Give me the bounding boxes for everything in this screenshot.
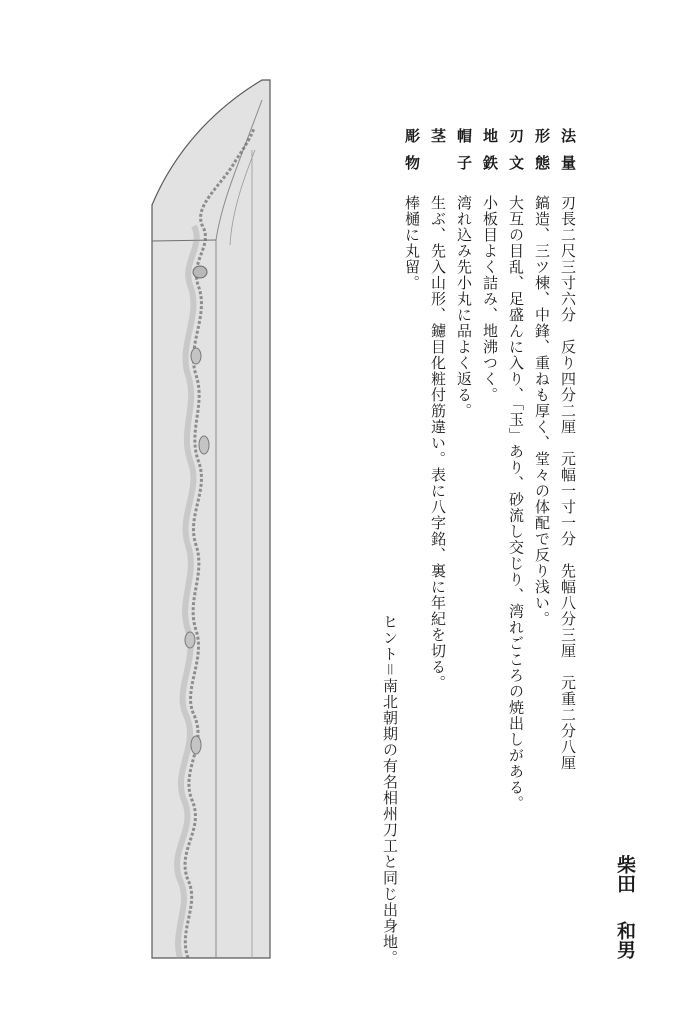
text-nakago: 生ぶ、先入山形、鑢目化粧付筋違い。表に八字銘、裏に年紀を切る。 <box>429 195 447 691</box>
label-hamon: 刃文 <box>507 128 525 182</box>
author-name <box>612 855 639 959</box>
author-given-name: 和男 <box>614 921 636 959</box>
text-boushi: 湾れ込み先小丸に品よく返る。 <box>455 195 473 419</box>
hint-text: ヒント＝南北朝期の有名相州刀工と同じ出身地。 <box>381 614 399 966</box>
label-jigane: 地鉄 <box>481 128 499 182</box>
label-houryou: 法量 <box>559 128 577 182</box>
label-nakago: 茎 <box>429 128 447 143</box>
label-boushi: 帽子 <box>455 128 473 182</box>
sword-blade-illustration <box>0 0 300 1024</box>
tama-feature <box>193 266 207 278</box>
author-family-name: 柴田 <box>614 855 636 893</box>
text-jigane: 小板目よく詰み、地沸つく。 <box>481 195 499 403</box>
text-houryou: 刃長二尺三寸六分 反り四分二厘 元幅一寸一分 先幅八分三厘 元重二分八厘 <box>559 195 577 771</box>
text-keitai: 鎬造、三ツ棟、中鋒、重ねも厚く、堂々の体配で反り浅い。 <box>533 195 551 627</box>
text-hamon: 大互の目乱、足盛んに入り、「玉」あり、砂流し交じり、湾れごころの焼出しがある。 <box>507 195 525 812</box>
label-keitai: 形態 <box>533 128 551 182</box>
label-horimono: 彫物 <box>403 128 421 182</box>
text-horimono: 棒樋に丸留。 <box>403 195 421 291</box>
